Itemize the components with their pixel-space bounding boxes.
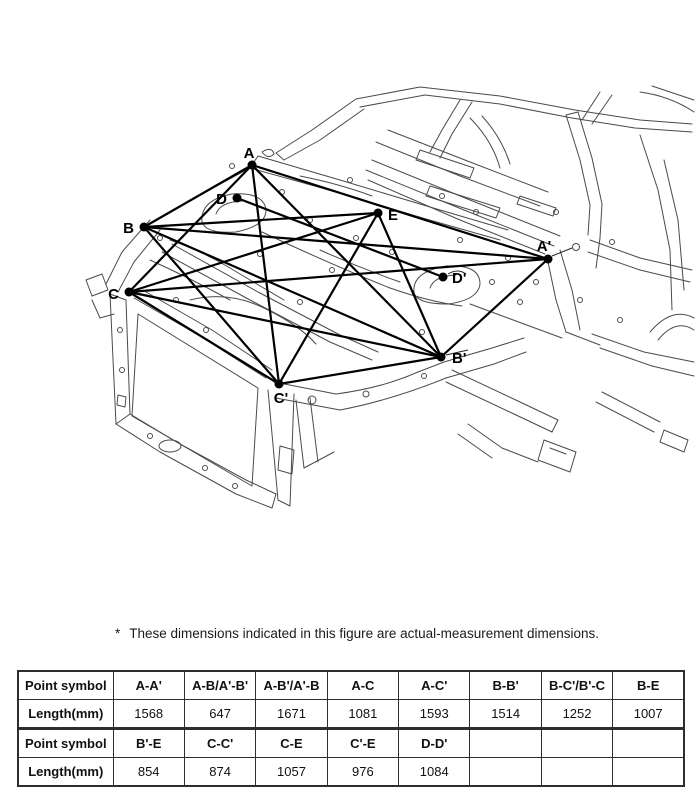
- measurement-line-A'-C: [129, 259, 548, 292]
- table-header-cell: Point symbol: [18, 729, 113, 758]
- table-cell: 874: [184, 758, 255, 787]
- measurement-point-dot: [140, 223, 149, 232]
- measurement-point-label: D': [452, 270, 467, 287]
- footnote-asterisk: *: [115, 626, 121, 641]
- table-row: [18, 671, 684, 700]
- table-cell: 1007: [613, 700, 684, 729]
- measurement-point-dot: [374, 209, 383, 218]
- measurement-point-label: E: [388, 207, 399, 224]
- table-cell: [541, 729, 612, 758]
- measurement-point-label: C': [273, 390, 289, 407]
- footnote-text: These dimensions indicated in this figure are actual-measurement dimensions.: [129, 626, 600, 641]
- table-cell: A-C': [399, 671, 470, 700]
- measurement-line-C-C': [129, 292, 279, 384]
- measurement-point-dot: [544, 255, 553, 264]
- table-row: [18, 758, 684, 787]
- measurement-point-dot: [125, 288, 134, 297]
- dimension-table: [17, 670, 685, 787]
- measurement-point-dot: [437, 353, 446, 362]
- table-cell: 976: [327, 758, 398, 787]
- table-cell: B'-E: [113, 729, 184, 758]
- table-cell: 1084: [399, 758, 470, 787]
- measurement-point-label: A: [243, 145, 255, 162]
- measurement-point-label: B': [452, 350, 467, 367]
- measurement-line-A-C': [252, 165, 279, 384]
- measurement-point-label: A': [536, 238, 552, 255]
- table-cell: 1081: [327, 700, 398, 729]
- table-cell: [470, 758, 541, 787]
- measurement-point-label: D: [216, 191, 227, 208]
- table-cell: A-B/A'-B': [184, 671, 255, 700]
- table-cell: 854: [113, 758, 184, 787]
- table-cell: 1593: [399, 700, 470, 729]
- table-header-cell: Point symbol: [18, 671, 113, 700]
- measurement-line-A-B': [252, 165, 441, 357]
- table-header-cell: Length(mm): [18, 758, 113, 787]
- measurement-point-dot: [275, 380, 284, 389]
- table-cell: B-B': [470, 671, 541, 700]
- table-cell: B-E: [613, 671, 684, 700]
- table-cell: A-C: [327, 671, 398, 700]
- table-cell: A-B'/A'-B: [256, 671, 327, 700]
- table-cell: 1057: [256, 758, 327, 787]
- table-header-cell: Length(mm): [18, 700, 113, 729]
- table-cell: C-C': [184, 729, 255, 758]
- table-cell: [613, 729, 684, 758]
- footnote: [115, 626, 675, 641]
- table-cell: 647: [184, 700, 255, 729]
- measurement-line-C'-B': [279, 357, 441, 384]
- measurement-point-label: B: [123, 220, 134, 237]
- table-cell: C-E: [256, 729, 327, 758]
- table-row: [18, 729, 684, 758]
- measurement-point-label: C: [108, 286, 119, 303]
- table-cell: D-D': [399, 729, 470, 758]
- table-cell: B-C'/B'-C: [541, 671, 612, 700]
- measurement-line-B'-C: [129, 292, 441, 357]
- point-leaders: [446, 248, 572, 355]
- table-cell: C'-E: [327, 729, 398, 758]
- table-cell: 1252: [541, 700, 612, 729]
- measurement-lines: [129, 165, 548, 384]
- table-cell: [541, 758, 612, 787]
- measurement-line-A-A': [252, 165, 548, 259]
- measurement-point-dot: [439, 273, 448, 282]
- measurement-point-dot: [233, 194, 242, 203]
- car-body-sketch: [86, 86, 694, 508]
- table-row: [18, 700, 684, 729]
- table-cell: 1568: [113, 700, 184, 729]
- table-cell: 1514: [470, 700, 541, 729]
- table-cell: [470, 729, 541, 758]
- table-cell: [613, 758, 684, 787]
- table-cell: A-A': [113, 671, 184, 700]
- table-cell: 1671: [256, 700, 327, 729]
